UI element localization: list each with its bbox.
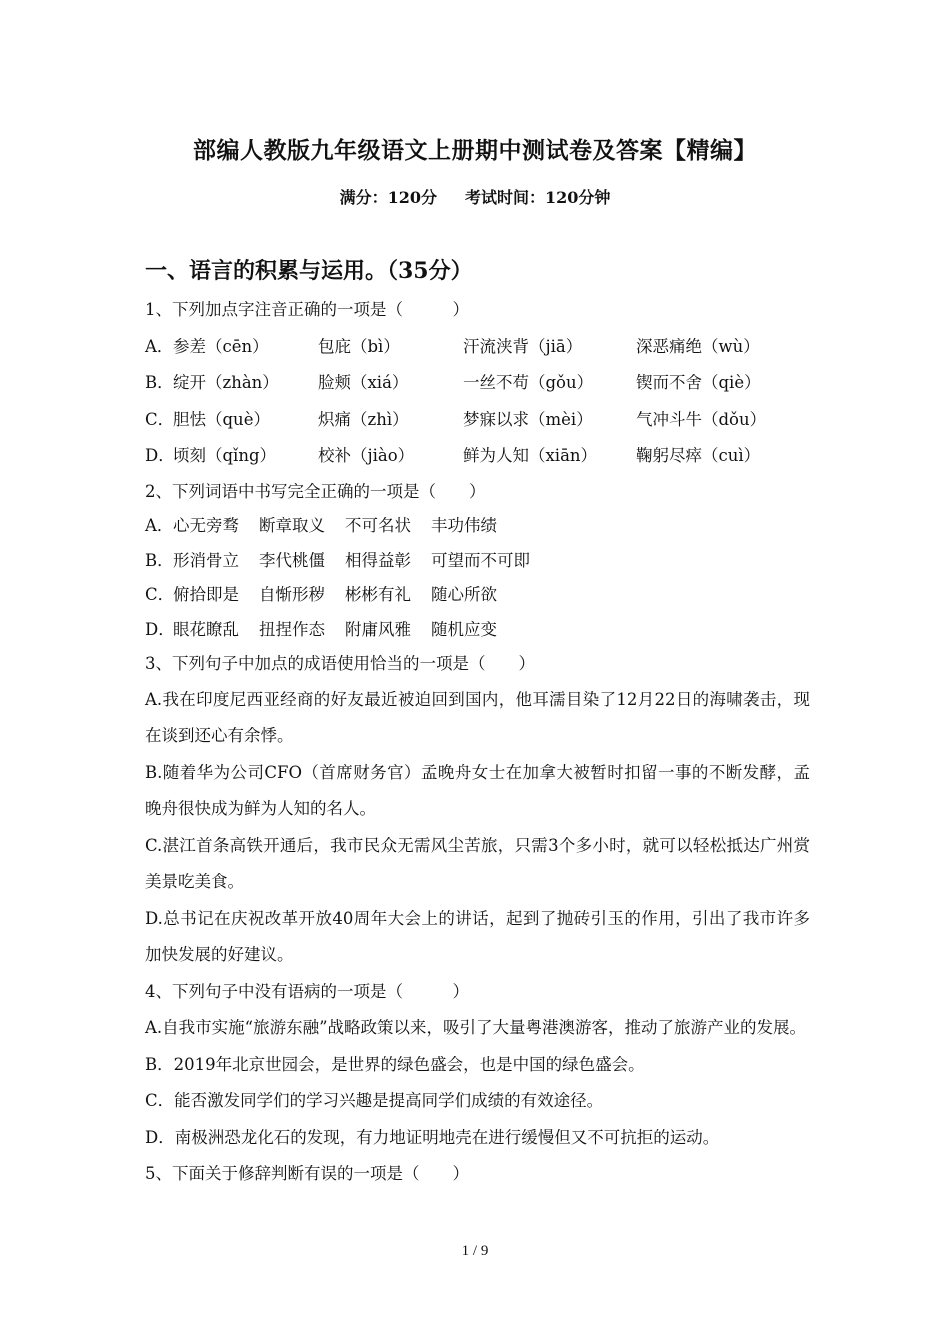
question-3-option-b: B.随着华为公司CFO（首席财务官）孟晚舟女士在加拿大被暂时扣留一事的不断发酵，孟晚舟很快成为鲜为人知的名人。 xyxy=(145,762,810,818)
page-number: 1 / 9 xyxy=(461,1243,489,1259)
question-4-option-d: D．南极洲恐龙化石的发现，有力地证明地壳在进行缓慢但又不可抗拒的运动。 xyxy=(145,1127,720,1147)
question-5-stem: 5、下面关于修辞判断有误的一项是（ ） xyxy=(145,1164,469,1183)
question-1-stem: 1、下列加点字注音正确的一项是（ ） xyxy=(145,300,469,319)
question-4-option-a: A.自我市实施“旅游东融”战略政策以来，吸引了大量粤港澳游客，推动了旅游产业的发展。 xyxy=(145,1018,807,1037)
question-3-option-c: C.湛江首条高铁开通后，我市民众无需风尘苦旅，只需3个多小时，就可以轻松抵达广州赏美景吃美食。 xyxy=(145,835,810,891)
question-4-option-c: C．能否激发同学们的学习兴趣是提高同学们成绩的有效途径。 xyxy=(145,1091,604,1110)
question-3-stem: 3、下列句子中加点的成语使用恰当的一项是（ ） xyxy=(145,654,535,673)
section-heading: 一、语言的积累与运用。（35分） xyxy=(145,258,473,284)
exam-time: 考试时间：120分钟 xyxy=(465,188,611,207)
question-2-option-a: A．心无旁骛 断章取义 不可名状 丰功伟绩 xyxy=(145,516,497,535)
question-2-option-b: B．形消骨立 李代桃僵 相得益彰 可望而不可即 xyxy=(145,550,530,570)
question-4-option-b: B．2019年北京世园会，是世界的绿色盛会，也是中国的绿色盛会。 xyxy=(145,1054,645,1074)
full-score: 满分：120分 xyxy=(339,188,437,207)
question-2-option-c: C．俯拾即是 自惭形秽 彬彬有礼 随心所欲 xyxy=(145,585,497,604)
question-2-stem: 2、下列词语中书写完全正确的一项是（ ） xyxy=(145,481,486,501)
questions xyxy=(145,292,810,1193)
question-2-option-d: D．眼花瞭乱 扭捏作态 附庸风雅 随机应变 xyxy=(145,619,497,639)
question-3-option-d: D.总书记在庆祝改革开放40周年大会上的讲话，起到了抛砖引玉的作用，引出了我市许多加快发展的好建议。 xyxy=(145,908,810,964)
question-1-option-d: D． 顷刻（qǐng） 校补（jiào） 鲜为人知（xiān） 鞠躬尽瘁（cuì） xyxy=(145,446,761,465)
question-4-stem: 4、下列句子中没有语病的一项是（ ） xyxy=(145,981,469,1001)
document-title: 部编人教版九年级语文上册期中测试卷及答案【精编】 xyxy=(193,137,757,164)
question-1-option-a: A． 参差（cēn） 包庇（bì） 汗流浃背（jiā） 深恶痛绝（wù） xyxy=(145,336,760,356)
exam-info xyxy=(0,185,950,208)
question-1-option-b: B． 绽开（zhàn） 脸颊（xiá） 一丝不苟（gǒu） 锲而不舍（qiè） xyxy=(145,373,761,392)
question-3-option-a: A.我在印度尼西亚经商的好友最近被迫回到国内，他耳濡目染了12月22日的海啸袭击，现在谈到还心有余悸。 xyxy=(145,689,810,745)
question-1-option-c: C． 胆怯（què） 炽痛（zhì） 梦寐以求（mèi） 气冲斗牛（dǒu） xyxy=(145,409,767,429)
